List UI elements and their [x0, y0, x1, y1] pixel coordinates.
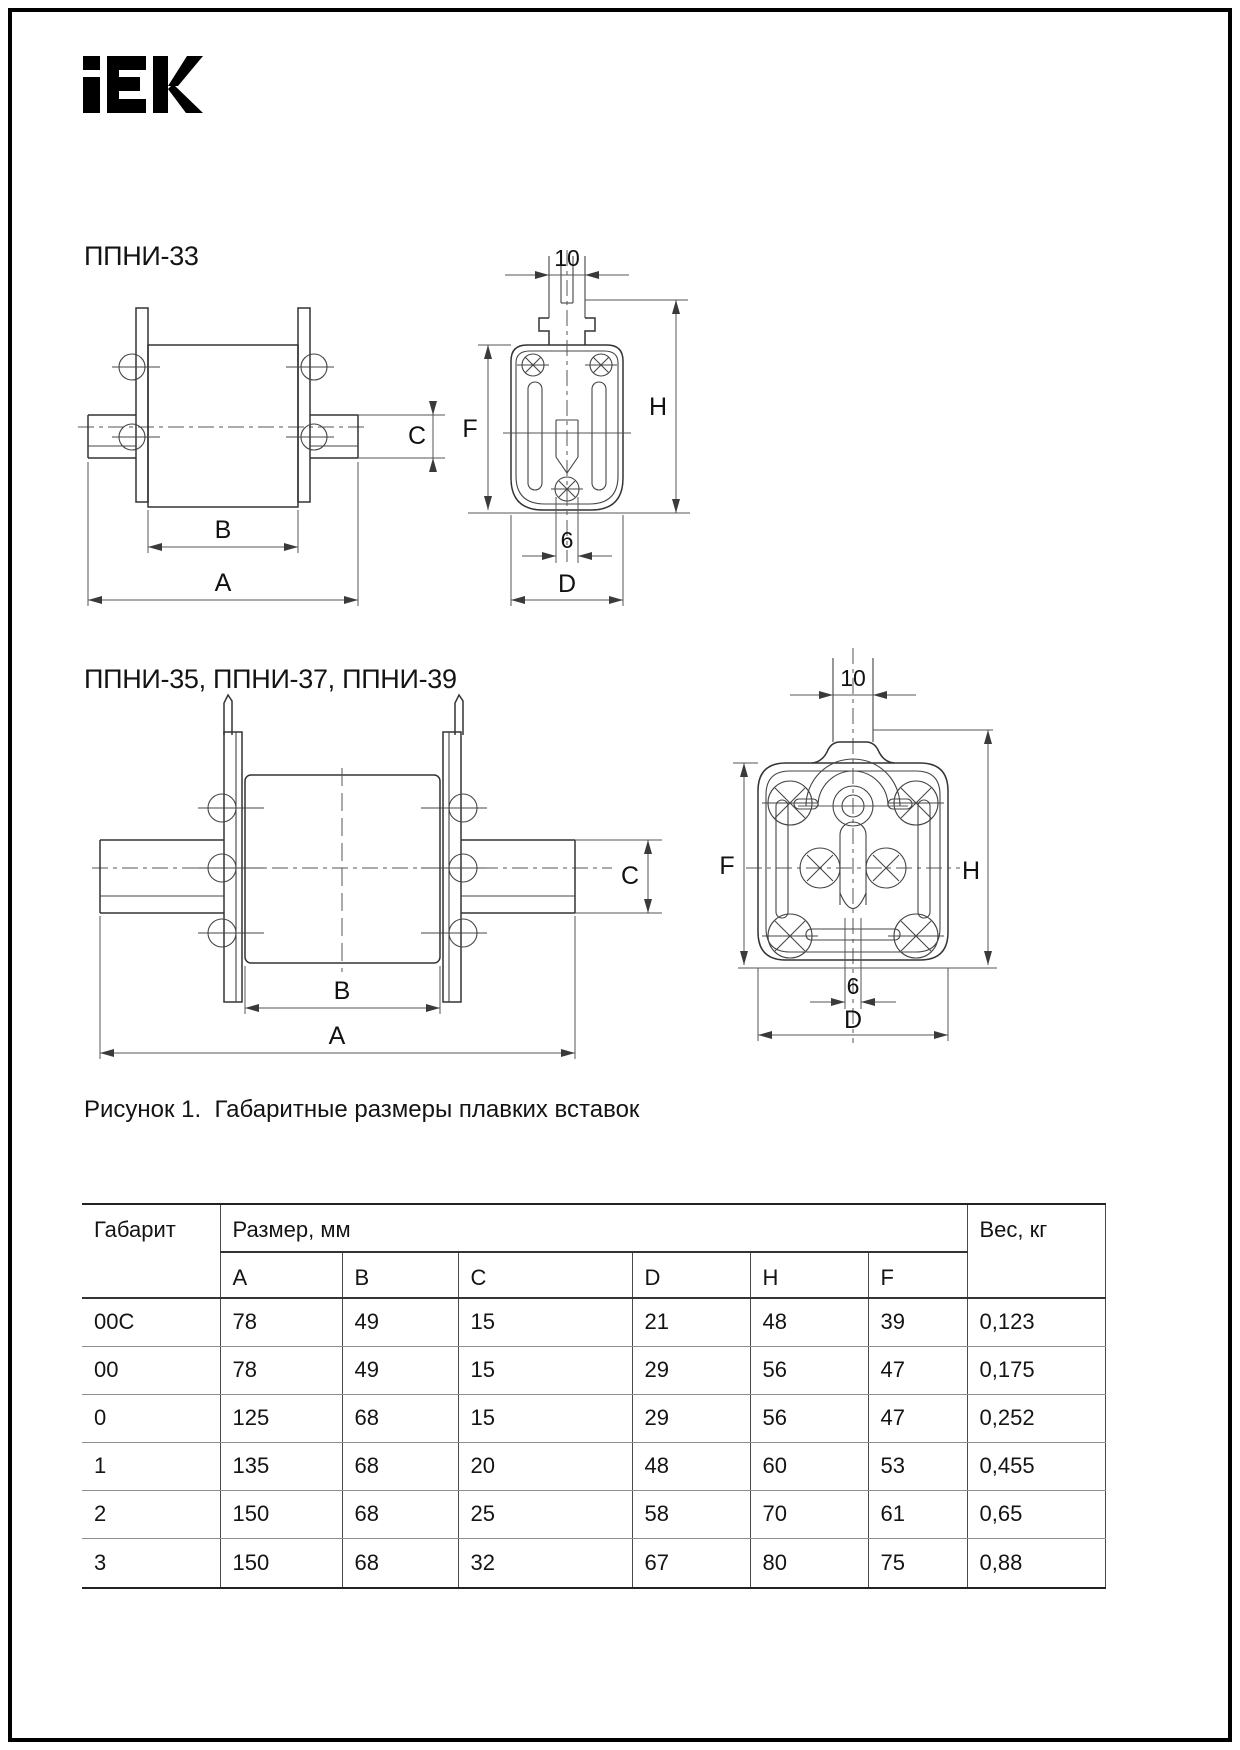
iek-logo-graphic: [83, 56, 203, 114]
cell-a: 125: [220, 1394, 342, 1442]
cell-d: 29: [632, 1346, 750, 1394]
cell-b: 68: [342, 1442, 458, 1490]
cell-d: 67: [632, 1538, 750, 1588]
dim-label-f: F: [462, 415, 478, 443]
dim-label-c: C: [620, 862, 640, 890]
cell-h: 60: [750, 1442, 868, 1490]
cell-b: 68: [342, 1394, 458, 1442]
cell-f: 61: [868, 1490, 967, 1538]
table-row: [82, 1490, 1105, 1538]
fuse-body: [136, 308, 310, 507]
cell-a: 78: [220, 1346, 342, 1394]
col-header-a: A: [220, 1252, 342, 1298]
cell-f: 47: [868, 1394, 967, 1442]
cell-gabarit: 3: [82, 1538, 220, 1588]
ppni35-front-view-drawing: [650, 640, 1000, 1050]
cell-a: 150: [220, 1538, 342, 1588]
cell-gabarit: 2: [82, 1490, 220, 1538]
cell-d: 21: [632, 1298, 750, 1346]
cell-f: 39: [868, 1298, 967, 1346]
dim-label-h: H: [961, 857, 981, 885]
dimensions-table-wrap: [82, 1203, 1105, 1589]
dim-label-c: C: [407, 422, 427, 450]
cell-gabarit: 00: [82, 1346, 220, 1394]
cell-d: 48: [632, 1442, 750, 1490]
dimension-h: [962, 730, 992, 965]
dim-label-10: 10: [554, 245, 580, 271]
cell-weight: 0,65: [967, 1490, 1105, 1538]
col-header-weight: Вес, кг: [967, 1204, 1105, 1298]
cell-b: 68: [342, 1490, 458, 1538]
cell-b: 49: [342, 1346, 458, 1394]
cell-f: 53: [868, 1442, 967, 1490]
cell-d: 29: [632, 1394, 750, 1442]
dim-label-a: A: [214, 569, 232, 597]
table-row: [82, 1394, 1105, 1442]
cell-weight: 0,455: [967, 1442, 1105, 1490]
cell-h: 48: [750, 1298, 868, 1346]
cell-weight: 0,123: [967, 1298, 1105, 1346]
table-row: [82, 1298, 1105, 1346]
cell-h: 80: [750, 1538, 868, 1588]
cell-c: 15: [458, 1394, 632, 1442]
cell-c: 32: [458, 1538, 632, 1588]
ppni33-front-view-drawing: [440, 235, 700, 615]
figure-caption: Рисунок 1. Габаритные размеры плавких вставок: [84, 1096, 640, 1123]
dim-label-6: 6: [560, 527, 574, 553]
section-heading-ppni33: ППНИ-33: [84, 241, 199, 271]
col-header-c: C: [458, 1252, 632, 1298]
cell-gabarit: 0: [82, 1394, 220, 1442]
dimension-f: [719, 763, 758, 965]
cell-c: 25: [458, 1490, 632, 1538]
cell-a: 135: [220, 1442, 342, 1490]
cell-f: 47: [868, 1346, 967, 1394]
cell-c: 15: [458, 1346, 632, 1394]
cell-weight: 0,88: [967, 1538, 1105, 1588]
cell-d: 58: [632, 1490, 750, 1538]
dim-label-d: D: [557, 570, 577, 598]
col-header-d: D: [632, 1252, 750, 1298]
table-header-row: [82, 1204, 1105, 1252]
cell-weight: 0,252: [967, 1394, 1105, 1442]
section-heading-ppni35-37-39: ППНИ-35, ППНИ-37, ППНИ-39: [84, 664, 457, 694]
cell-b: 68: [342, 1538, 458, 1588]
col-header-f: F: [868, 1252, 967, 1298]
dimension-h: [649, 300, 680, 513]
table-row: [82, 1346, 1105, 1394]
col-header-h: H: [750, 1252, 868, 1298]
ppni33-side-view-drawing: [70, 295, 450, 615]
fuse-body: [738, 742, 997, 968]
cell-h: 70: [750, 1490, 868, 1538]
cell-a: 150: [220, 1490, 342, 1538]
table-subheader-row: [82, 1252, 1105, 1298]
dim-label-a: A: [328, 1022, 346, 1050]
cell-weight: 0,175: [967, 1346, 1105, 1394]
dim-label-d: D: [843, 1006, 863, 1034]
dim-label-f: F: [719, 852, 735, 880]
cell-h: 56: [750, 1394, 868, 1442]
ppni35-side-view-drawing: [80, 690, 680, 1065]
dim-label-b: B: [214, 516, 232, 544]
fuse-body: [224, 695, 463, 1002]
col-header-gabarit: Габарит: [82, 1204, 220, 1298]
dim-label-h: H: [648, 393, 668, 421]
cell-gabarit: 00C: [82, 1298, 220, 1346]
iek-logo: [83, 56, 203, 114]
cell-c: 15: [458, 1298, 632, 1346]
bolts: [112, 354, 334, 450]
cell-b: 49: [342, 1298, 458, 1346]
knife-contacts: [100, 840, 575, 913]
cell-gabarit: 1: [82, 1442, 220, 1490]
dimension-b: [245, 966, 440, 1014]
dimension-b: [148, 510, 298, 553]
cell-a: 78: [220, 1298, 342, 1346]
cell-h: 56: [750, 1346, 868, 1394]
table-row: [82, 1538, 1105, 1588]
dimension-c: [358, 401, 445, 472]
dim-label-10: 10: [840, 665, 866, 691]
dimensions-table: [82, 1203, 1106, 1589]
cell-f: 75: [868, 1538, 967, 1588]
col-header-b: B: [342, 1252, 458, 1298]
dim-label-6: 6: [846, 973, 860, 999]
col-header-size: Размер, мм: [220, 1204, 967, 1252]
dimension-f: [462, 345, 511, 510]
dim-label-b: B: [333, 977, 351, 1005]
dimension-c: [575, 840, 662, 913]
cell-c: 20: [458, 1442, 632, 1490]
table-row: [82, 1442, 1105, 1490]
